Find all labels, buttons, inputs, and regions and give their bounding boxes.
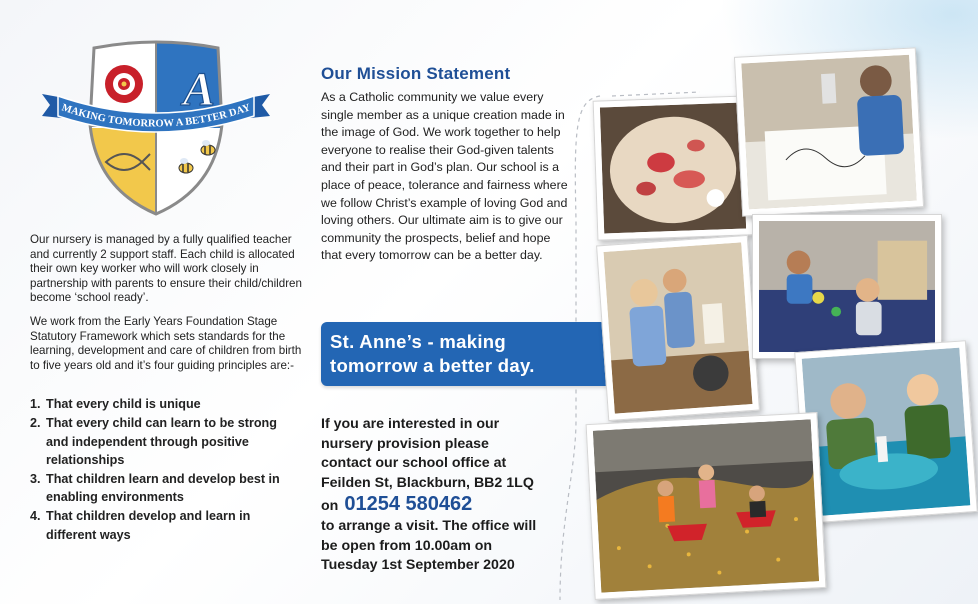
school-address: Feilden St, Blackburn, BB2 1LQ [321,474,534,491]
crest-letter: A [183,63,216,116]
photo-child-drawing [734,47,924,216]
slogan-banner [321,322,617,386]
phone-number: 01254 580462 [344,493,473,516]
slogan-line-1: St. Anne’s - making [330,331,506,352]
photo-children-craft-table [596,235,760,421]
photo-water-play [794,340,978,524]
photo-children-playing [752,214,942,359]
photo-autumn-leaves-wheelbarrows [586,412,827,600]
mission-text: As a Catholic community we value every single member as a unique creation made in the image of God. We work together to help everyone to realise their God-given talents and their part in God’s plan. Our school is a place of peace, tolerance and fairness where we follow Christ’s example of loving God and loving others. Our ultimate aim is to give our community the prospects, belief and hope that every tomorrow can be a better day. [321,90,568,263]
list-item: 3. That children learn and develop best in enabling environments [30,471,280,505]
contact-block: If you are interested in our nursery provision please contact our school office at Feilden St, Blackburn, BB2 1LQ on 01254 580462 to arrange a visit. The office will be open from 10.00am on Tuesday 1st September 2020 [321,415,591,576]
list-item: 1. That every child is unique [30,397,201,412]
list-item: 4. That children develop and learn in different ways [30,508,251,542]
eyfs-paragraph: We work from the Early Years Foundation Stage Statutory Framework which sets standards for the learning, development and care of children from birth to five years old and it’s four guiding principles are:- [30,314,302,372]
mission-title: Our Mission Statement [321,64,511,83]
crest-motto: MAKING TOMORROW A BETTER DAY [60,102,252,130]
rose-icon [105,65,143,103]
school-crest [40,38,272,218]
list-item: 2. That every child can learn to be strong and independent through positive relationships [30,415,277,468]
photo-sensory-tray [593,95,754,240]
slogan-line-2: tomorrow a better day. [330,355,535,376]
nursery-intro-paragraph: Our nursery is managed by a fully qualified teacher and currently 2 support staff. Each child is allocated their own key worker who will work closely in partnership with parents to ensure their child/children become ‘school ready’. [30,233,302,305]
guiding-principles-list [30,395,302,544]
left-column [30,233,302,544]
